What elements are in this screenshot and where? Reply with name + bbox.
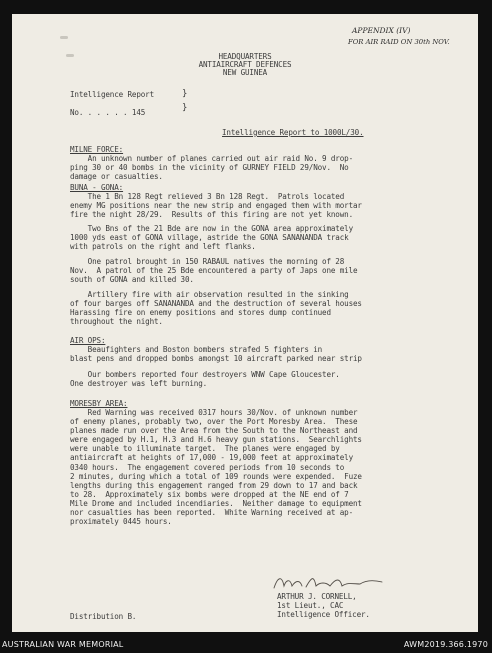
paragraph-air-ops-1 (70, 345, 362, 363)
text-line: An unknown number of planes carried out air raid No. 9 drop- (70, 154, 353, 163)
footer-archive-name: AUSTRALIAN WAR MEMORIAL (2, 640, 124, 649)
text-line: Two Bns of the 21 Bde are now in the GONA area approximately (70, 224, 353, 233)
report-ref-line2: No. . . . . . 145 (70, 108, 146, 117)
distribution-note: Distribution B. (70, 612, 137, 621)
text-line: Mile Drome and included incendiaries. Neither damage to equipment (70, 498, 362, 508)
text-line: 1000 yds east of GONA village, astride the GONA SANANANDA track (70, 233, 349, 243)
text-line: ping 30 or 40 bombs in the vicinity of GURNEY FIELD 29/Nov. No (70, 163, 349, 173)
paragraph-buna-gona-2 (70, 224, 353, 251)
text-line: of four barges off SANANANDA and the destruction of several houses (70, 299, 362, 309)
report-title: Intelligence Report to 1000L/30. (222, 128, 364, 137)
text-line: nor casualties has been reported. White Warning received at ap- (70, 508, 353, 518)
text-line: were engaged by H.1, H.3 and H.6 heavy gun stations. Searchlights (70, 435, 362, 445)
text-line: Red Warning was received 0317 hours 30/Nov. of unknown number (70, 408, 358, 417)
bracket-bottom: } (182, 103, 188, 113)
bracket-top: } (182, 89, 188, 99)
handwritten-annotation-line1: APPENDIX (IV) (352, 26, 411, 35)
text-line: damage or casualties. (70, 172, 163, 182)
text-line: Our bombers reported four destroyers WNW Cape Gloucester. (70, 370, 340, 379)
signatory-role: Intelligence Officer. (277, 610, 370, 620)
handwritten-signature (270, 572, 390, 594)
text-line: blast pens and dropped bombs amongst 10 aircraft parked near strip (70, 354, 362, 364)
text-line: proximately 0445 hours. (70, 517, 172, 527)
text-line: planes made run over the Area from the South to the Northeast and (70, 426, 358, 436)
section-heading-air-ops: AIR OPS: (70, 336, 106, 345)
signatory-name: ARTHUR J. CORNELL, (277, 592, 357, 601)
signatory-rank: 1st Lieut., CAC (277, 601, 344, 611)
text-line: throughout the night. (70, 317, 163, 327)
paragraph-milne-force (70, 154, 353, 181)
paragraph-air-ops-2 (70, 370, 340, 388)
text-line: lengths during this engagement ranged from 29 down to 17 and back (70, 480, 358, 490)
text-line: with patrols on the right and left flanks. (70, 242, 256, 252)
signature-block (277, 592, 370, 619)
letterhead-line3: NEW GUINEA (222, 68, 268, 77)
text-line: 0340 hours. The engagement covered periods from 10 seconds to (70, 462, 345, 472)
section-heading-milne-force: MILNE FORCE: (70, 145, 124, 154)
text-line: of enemy planes, probably two, over the Port Moresby Area. These (70, 417, 358, 427)
text-line: south of GONA and killed 30. (70, 275, 194, 285)
text-line: Nov. A patrol of the 25 Bde encountered a party of Japs one mile (70, 266, 358, 276)
text-line: One patrol brought in 150 RABAUL natives the morning of 28 (70, 257, 345, 266)
text-line: enemy MG positions near the new strip and engaged them with mortar (70, 201, 362, 211)
punch-mark (60, 36, 68, 39)
paragraph-moresby-area (70, 408, 362, 526)
text-line: Artillery fire with air observation resulted in the sinking (70, 290, 349, 299)
handwritten-annotation-line2: FOR AIR RAID ON 30th NOV. (348, 38, 450, 46)
text-line: antiaircraft at heights of 17,000 - 19,000 feet at approximately (70, 453, 353, 463)
text-line: fire the night 28/29. Results of this firing are not yet known. (70, 210, 353, 220)
text-line: The 1 Bn 128 Regt relieved 3 Bn 128 Regt. Patrols located (70, 192, 345, 201)
paragraph-buna-gona-1 (70, 192, 362, 219)
paragraph-buna-gona-4 (70, 290, 362, 326)
text-line: to 28. Approximately six bombs were dropped at the NE end of 7 (70, 489, 349, 499)
report-ref-line1: Intelligence Report (70, 90, 155, 99)
text-line: were unable to illuminate target. The planes were engaged by (70, 444, 340, 454)
letterhead-line2: ANTIAIRCRAFT DEFENCES (198, 60, 292, 69)
text-line: 2 minutes, during which a total of 109 rounds were expended. Fuze (70, 471, 362, 481)
document-page (12, 14, 478, 632)
section-heading-moresby-area: MORESBY AREA: (70, 399, 128, 408)
text-line: Harassing fire on enemy positions and stores dump continued (70, 308, 331, 318)
text-line: Beaufighters and Boston bombers strafed 5 fighters in (70, 345, 323, 354)
section-heading-buna-gona: BUNA - GONA: (70, 183, 124, 192)
footer-accession-number: AWM2019.366.1970 (403, 640, 488, 649)
letterhead-line1: HEADQUARTERS (218, 52, 272, 61)
paragraph-buna-gona-3 (70, 257, 357, 284)
text-line: One destroyer was left burning. (70, 379, 208, 389)
